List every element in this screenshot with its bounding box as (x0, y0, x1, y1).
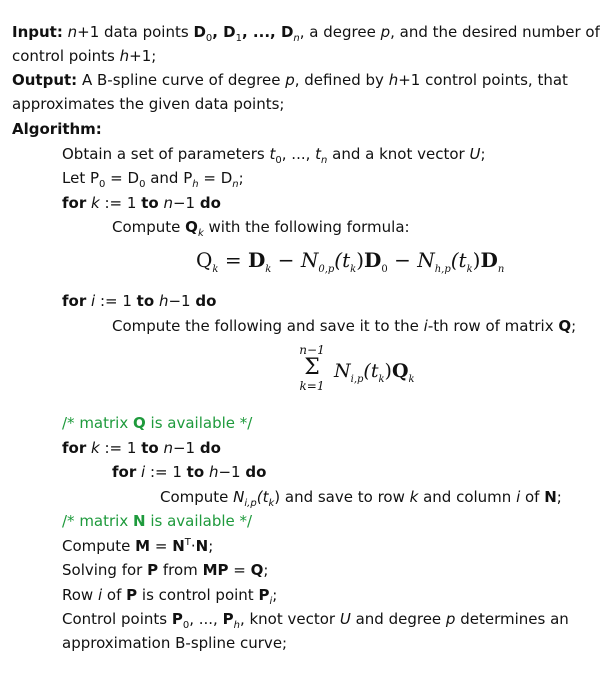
row-line: Row i of P is control point $P_i$; (62, 586, 278, 607)
output-label: Output: (12, 71, 78, 89)
for-i-loop-1: for i := 1 to h−1 do (62, 292, 217, 310)
for-i-loop-2: for i := 1 to h−1 do (112, 463, 267, 481)
output-line-2: approximates the given data points; (12, 95, 285, 113)
let-line: Let $P_0 = D_0$ and $P_h = D_n$; (62, 169, 244, 190)
output-line-1: Output: A B-spline curve of degree p, defined by h+1 control points, that (12, 71, 568, 89)
solve-line: Solving for P from MP = Q; (62, 561, 269, 579)
for-k-loop-1: for k := 1 to n−1 do (62, 194, 221, 212)
obtain-params-line: Obtain a set of parameters $t_0$, ..., $t_n$ and a knot vector U; (62, 145, 486, 166)
comment-n-available: /* matrix N is available */ (62, 512, 253, 530)
control-points-line-2: approximation B-spline curve; (62, 634, 288, 652)
input-line-2: control points h+1; (12, 47, 157, 65)
qk-formula: $Q_k = D_k - N_{0,p}(t_k)D_0 - N_{h,p}(t_k)D_n$ (196, 248, 505, 275)
input-label: Input: (12, 23, 63, 41)
algorithm-label: Algorithm: (12, 120, 102, 138)
compute-n-line: Compute $N_{i,p}(t_k)$ and save to row k and column i of N; (160, 488, 562, 509)
input-line-1: Input: n+1 data points $D_0$, $D_1$, ..., $D_n$, a degree p, and the desired number of (12, 23, 600, 44)
for-k-loop-2: for k := 1 to n−1 do (62, 439, 221, 457)
compute-row-line: Compute the following and save it to the i-th row of matrix Q; (112, 317, 577, 335)
compute-qk-line: Compute $Q_k$ with the following formula: (112, 218, 410, 239)
compute-m-line: Compute $M = N^T\cdot N$; (62, 537, 214, 555)
summation-term: $N_{i,p}(t_k)Q_k$ (334, 360, 415, 385)
comment-q-available: /* matrix Q is available */ (62, 414, 253, 432)
summation-sign: n−1 Σ k=1 (299, 343, 325, 393)
control-points-line-1: Control points $P_0$, ..., $P_h$, knot vector U and degree p determines an (62, 610, 569, 631)
